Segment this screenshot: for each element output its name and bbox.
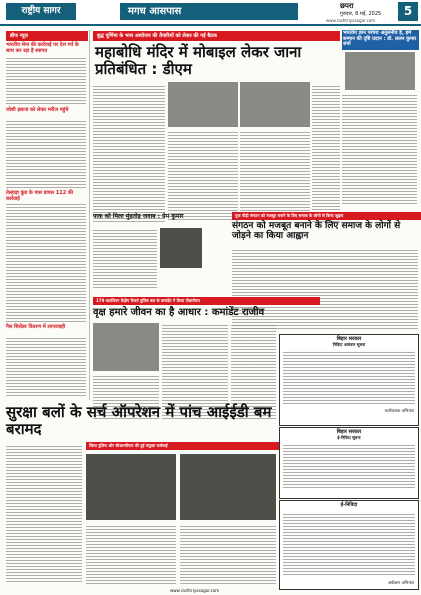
ad-3 [279, 500, 419, 590]
website-label: www.rashtriyasagar.com [326, 18, 376, 23]
date-label: गुरुवार, 8 मई, 2025 [340, 11, 382, 17]
tree-headline: वृक्ष हमारे जीवन का है आधार : कमांडेंट राजीव [93, 307, 265, 318]
bottom-photo-2 [180, 454, 276, 520]
right-top-headline: भारतीय ज्ञान परंपरा अतुलनीय है, हमें सम्मान की दृष्टि प्रदान : डॉ. ललन कुमार शर्मा [342, 30, 419, 50]
portrait-text [93, 228, 157, 288]
left-text-4 [6, 336, 86, 396]
ad-1-footer: कार्यपालक अभियंता [384, 407, 414, 413]
main-text-col-4 [312, 84, 340, 224]
bottom-text-1 [6, 444, 82, 584]
bottom-headline: सुरक्षा बलों के सर्च ऑपरेशन में पांच आईईडी बम बरामद [6, 403, 272, 438]
brief-news-tag: ब्रीफ न्यूज़ [6, 31, 88, 41]
left-text-1 [6, 56, 86, 106]
right-top-photo [345, 52, 415, 90]
tree-photo [93, 323, 159, 371]
bottom-photo-1 [86, 454, 176, 520]
ad-2-subtitle: ई-निविदा सूचना [337, 434, 361, 440]
left-headline-1: भारतीय सेना की कार्रवाई पर देश गर्व के साथ कर रहा है स्वागत [6, 42, 79, 54]
portrait-photo [160, 228, 202, 268]
paper-name: राष्ट्रीय सागर [6, 3, 76, 20]
ad-1-subtitle: निविदा आमंत्रण सूचना [332, 341, 366, 347]
bottom-text-3 [180, 524, 276, 584]
meeting-photo-1 [168, 82, 238, 127]
main-text-col-1 [93, 84, 165, 224]
city-label: छपरा [340, 2, 354, 10]
ad-3-footer: अधीक्षण अभियंता [387, 579, 414, 585]
meeting-photo-2 [240, 82, 310, 127]
photo-caption-headline: पाक को मिला मुंहतोड़ जवाब : प्रेम कुमार [93, 213, 184, 220]
ad-1-title: बिहार सरकार [336, 336, 362, 342]
mid-headline: संगठन को मजबूत बनाने के लिए समाज के लोगों से जोड़ने का किया आह्वान [232, 221, 401, 241]
ad-3-title: ई-निविदा [340, 502, 358, 508]
ad-1 [279, 334, 419, 426]
column-divider [89, 30, 90, 400]
left-text-3 [6, 202, 86, 322]
page-number: 5 [398, 2, 418, 21]
right-top-text [342, 93, 417, 205]
ad-3-body [283, 512, 415, 577]
ad-2 [279, 427, 419, 499]
top-banner: बुद्ध पूर्णिमा के भव्य आयोजन की तैयारियों को लेकर की गई बैठक [93, 31, 340, 41]
tree-banner: 179 बटालियन केंद्रीय रिजर्व पुलिस बल के कमांडेंट ने किया पौधारोपण [93, 297, 320, 305]
red-strip: युवा पीढ़ी संगठन को मजबूत बनाने के लिए समाज के लोगों से किया जुड़ाव [232, 212, 421, 220]
section-title: मगध आसपास [120, 3, 298, 20]
left-text-2 [6, 119, 86, 189]
ad-2-title: बिहार सरकार [336, 429, 362, 435]
main-text-col-3 [240, 130, 310, 220]
footer-url: www.rashtriyasagar.com [170, 588, 220, 593]
left-headline-4: गैस सिलेंडर वितरण में लापरवाही [6, 324, 66, 330]
main-text-col-2 [168, 130, 238, 220]
left-headline-3: तेल्हाड़ा कुंड के पास डायल 112 की कार्रवाई [6, 190, 74, 202]
masthead [0, 0, 421, 26]
ad-2-body [283, 443, 415, 488]
main-headline: महाबोधि मंदिर में मोबाइल लेकर जाना प्रतिबंधित : डीएम [95, 43, 302, 78]
left-headline-2: जोशी इलाज को लेकर मरीज पहुंचे [6, 107, 69, 113]
bottom-text-2 [86, 524, 176, 584]
bottom-banner: जिला पुलिस और सीआरपीएफ की हुई संयुक्त कार्रवाई [86, 442, 279, 450]
ad-1-body [283, 350, 415, 405]
